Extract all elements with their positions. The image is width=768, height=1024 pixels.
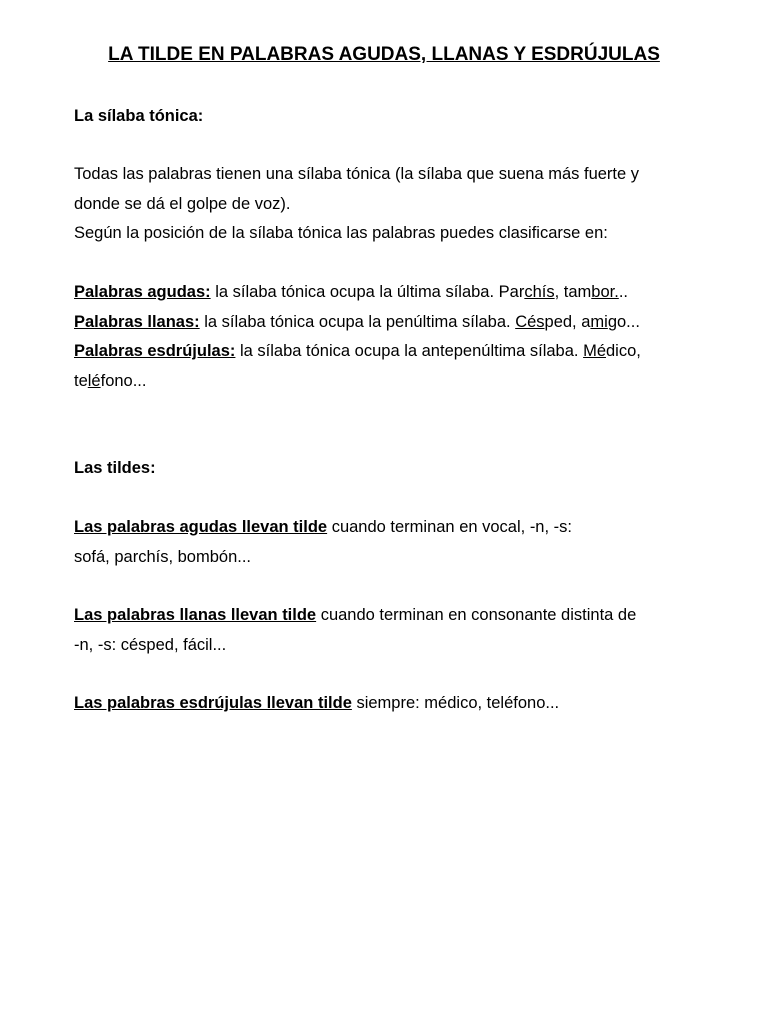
- intro-line-1: Todas las palabras tienen una sílaba tónica (la sílaba que suena más fuerte y: [74, 165, 640, 183]
- intro-paragraph: [74, 160, 704, 249]
- rule-agudas-line-1: [74, 513, 704, 543]
- rule-agudas-label: Las palabras agudas llevan tilde: [74, 518, 328, 536]
- type-llanas-example-1-stress: Cés: [515, 312, 545, 331]
- rule-llanas-text: cuando terminan en consonante distinta de: [316, 606, 637, 624]
- intro-line-2: donde se dá el golpe de voz).: [74, 194, 291, 213]
- type-agudas-text-c: ..: [618, 283, 628, 301]
- type-llanas: [74, 308, 704, 338]
- type-llanas-text-a: la sílaba tónica ocupa la penúltima sílaba.: [199, 312, 516, 331]
- type-esdrujulas-example-1-stress: Mé: [583, 342, 606, 360]
- word-types-list: [74, 278, 704, 396]
- type-esdrujulas-label: Palabras esdrújulas:: [74, 342, 236, 360]
- type-llanas-label: Palabras llanas:: [74, 312, 200, 331]
- type-agudas-example-2-stress: bor.: [591, 283, 619, 301]
- type-esdrujulas-text-a: la sílaba tónica ocupa la antepenúltima sílaba.: [235, 342, 584, 360]
- type-agudas-label: Palabras agudas:: [74, 283, 211, 301]
- type-esdrujulas-continued: [74, 367, 704, 397]
- rule-llanas-line-2: -n, -s: césped, fácil...: [74, 635, 227, 654]
- type-esdrujulas-line2-a: te: [74, 371, 88, 390]
- type-agudas-example-1-stress: chís: [524, 283, 555, 301]
- rule-llanas-line-1: [74, 601, 704, 631]
- type-esdrujulas-line2-b: fono...: [100, 371, 147, 390]
- rule-agudas: [74, 513, 704, 572]
- rule-esdrujulas: [74, 689, 704, 719]
- section-heading-silaba-tonica: La sílaba tónica:: [74, 107, 204, 125]
- type-llanas-example-2-stress: mi: [590, 312, 608, 331]
- type-esdrujulas: [74, 337, 704, 367]
- rule-agudas-examples: sofá, parchís, bombón...: [74, 547, 252, 566]
- type-agudas: [74, 278, 704, 308]
- rule-llanas: [74, 601, 704, 660]
- rule-esdrujulas-text: siempre: médico, teléfono...: [351, 694, 560, 712]
- type-esdrujulas-text-b: dico,: [606, 342, 641, 360]
- type-agudas-text-a: la sílaba tónica ocupa la última sílaba. Par: [210, 283, 525, 301]
- document-title: LA TILDE EN PALABRAS AGUDAS, LLANAS Y ESDRÚJULAS: [108, 44, 660, 65]
- type-llanas-text-c: go...: [607, 312, 640, 331]
- type-esdrujulas-example-2-stress: lé: [87, 371, 101, 390]
- rule-agudas-text: cuando terminan en vocal, -n, -s:: [327, 518, 572, 536]
- type-llanas-text-b: ped, a: [544, 312, 591, 331]
- rule-esdrujulas-label: Las palabras esdrújulas llevan tilde: [74, 694, 352, 712]
- rule-llanas-label: Las palabras llanas llevan tilde: [74, 606, 317, 624]
- section-heading-tildes: Las tildes:: [74, 459, 156, 477]
- rule-esdrujulas-line-1: [74, 689, 704, 719]
- intro-line-3: Según la posición de la sílaba tónica las palabras puedes clasificarse en:: [74, 224, 608, 242]
- type-agudas-text-b: , tam: [554, 283, 592, 301]
